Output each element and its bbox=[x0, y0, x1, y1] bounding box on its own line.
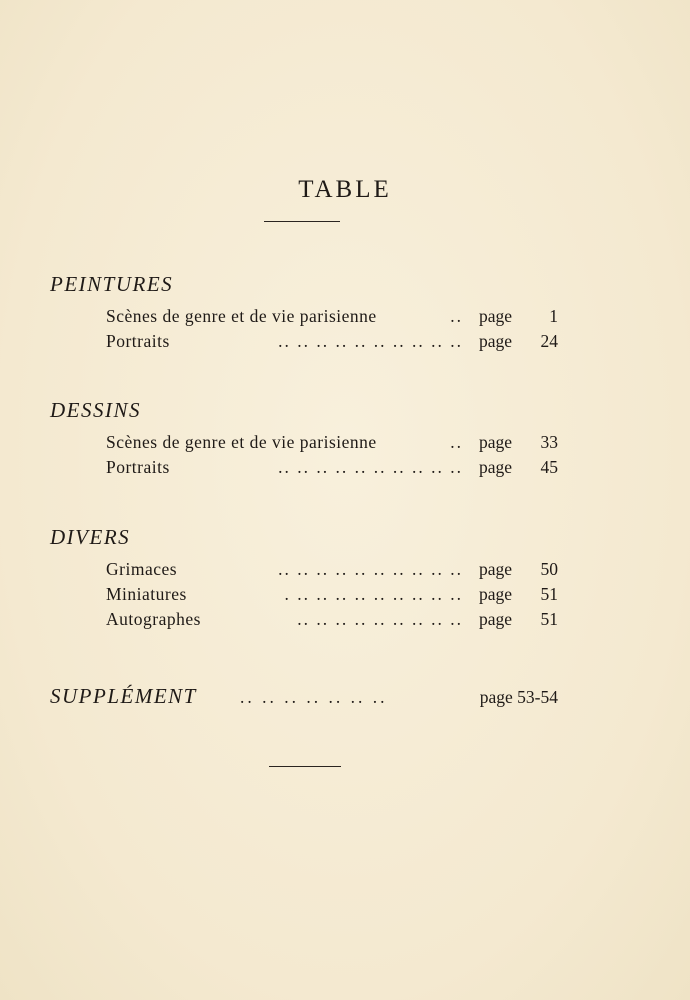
page-number: 33 bbox=[540, 432, 558, 452]
entry-label: Scènes de genre et de vie parisienne bbox=[106, 432, 377, 452]
page-word: page bbox=[479, 584, 513, 604]
page-number: 45 bbox=[540, 457, 558, 477]
leader-dots: .. .. .. .. .. .. .. .. .. .. bbox=[278, 331, 463, 351]
toc-entry bbox=[106, 457, 558, 481]
closing-rule bbox=[269, 766, 341, 767]
toc-entry bbox=[106, 306, 558, 330]
page-word: page bbox=[479, 559, 513, 579]
toc-entry bbox=[106, 331, 558, 355]
toc-entry bbox=[106, 432, 558, 456]
leader-dots: .. .. .. .. .. .. .. .. .. .. bbox=[278, 559, 463, 579]
title-rule bbox=[264, 221, 340, 222]
toc-entry bbox=[106, 584, 558, 608]
page-number: 51 bbox=[540, 609, 558, 629]
leader-dots: .. .. .. .. .. .. .. .. .. bbox=[297, 609, 463, 629]
leader-dots: .. bbox=[450, 432, 463, 452]
page-word: page bbox=[479, 306, 513, 326]
page-word: page bbox=[479, 609, 513, 629]
entry-label: Grimaces bbox=[106, 559, 178, 579]
section-heading-divers: DIVERS bbox=[50, 525, 131, 549]
entry-label: Portraits bbox=[106, 331, 170, 351]
page-word: page bbox=[479, 432, 513, 452]
page-number: 24 bbox=[540, 331, 558, 351]
page-number: 51 bbox=[540, 584, 558, 604]
leader-dots: .. .. .. .. .. .. .. bbox=[240, 687, 388, 707]
page-range: page 53-54 bbox=[479, 687, 558, 707]
entry-label: Scènes de genre et de vie parisienne bbox=[106, 306, 377, 326]
page-title: TABLE bbox=[298, 176, 392, 203]
section-heading-peintures: PEINTURES bbox=[50, 272, 174, 296]
entry-label: Autographes bbox=[106, 609, 201, 629]
entry-label: Miniatures bbox=[106, 584, 187, 604]
page-number: 50 bbox=[540, 559, 558, 579]
entry-label: Portraits bbox=[106, 457, 170, 477]
section-heading-dessins: DESSINS bbox=[50, 398, 141, 422]
leader-dots: .. .. .. .. .. .. .. .. .. .. bbox=[278, 457, 463, 477]
page-word: page bbox=[479, 457, 513, 477]
toc-entry bbox=[106, 559, 558, 583]
leader-dots: . .. .. .. .. .. .. .. .. .. bbox=[284, 584, 463, 604]
page-word: page bbox=[479, 331, 513, 351]
section-heading-supplement: SUPPLÉMENT bbox=[50, 684, 197, 708]
leader-dots: .. bbox=[450, 306, 463, 326]
page-number: 1 bbox=[549, 306, 558, 326]
toc-entry bbox=[106, 609, 558, 633]
supplement-entry bbox=[50, 684, 558, 712]
